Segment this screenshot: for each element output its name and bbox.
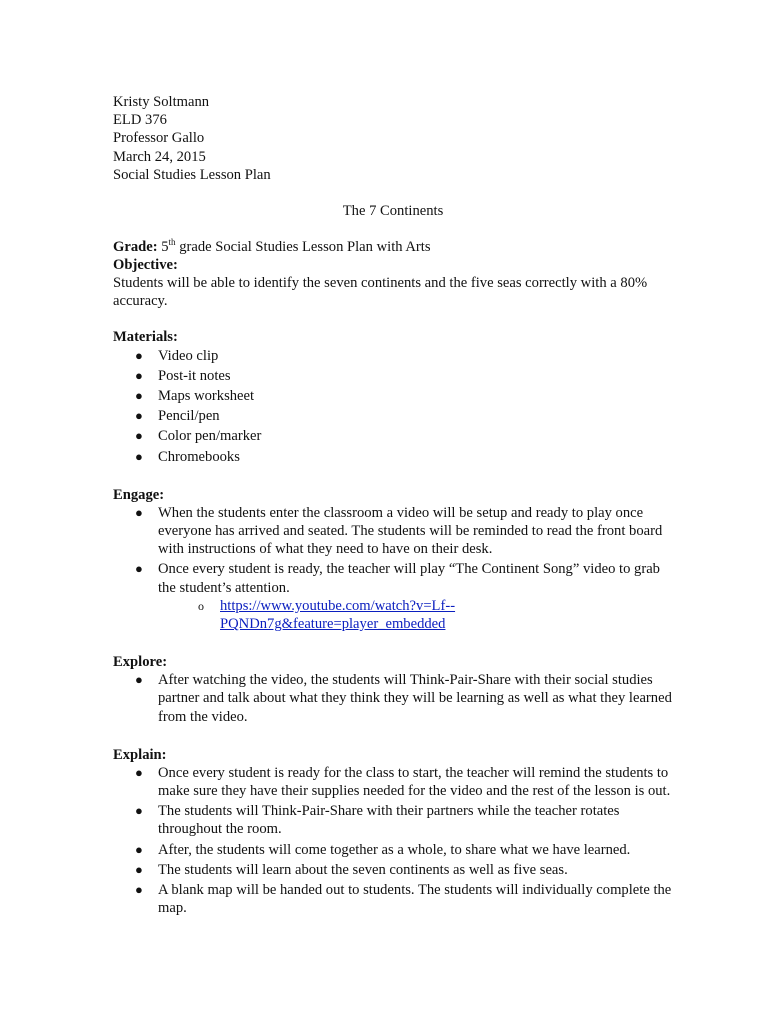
list-item: [113, 387, 673, 405]
list-item: [113, 841, 673, 859]
material-item: Video clip: [158, 347, 219, 364]
document-page: [113, 93, 673, 920]
list-item: [113, 347, 673, 365]
sub-list-item: [158, 597, 673, 633]
engage-list: [113, 504, 673, 633]
list-item: [113, 671, 673, 726]
bullet-icon: ●: [135, 561, 143, 577]
explain-item: The students will learn about the seven continents as well as five seas.: [158, 861, 568, 878]
grade-line: [113, 238, 673, 256]
list-item: [113, 367, 673, 385]
grade-number: 5: [161, 238, 169, 255]
explain-label: Explain:: [113, 746, 167, 763]
material-item: Color pen/marker: [158, 428, 262, 445]
list-item: [113, 802, 673, 838]
document-title: The 7 Continents: [342, 202, 444, 219]
bullet-icon: ●: [135, 672, 143, 688]
explain-item: The students will Think-Pair-Share with their partners while the teacher rotates throughout the room.: [158, 803, 620, 838]
explore-list: [113, 671, 673, 726]
materials-label: Materials:: [113, 329, 178, 346]
list-item: [113, 764, 673, 800]
bullet-icon: ●: [135, 803, 143, 819]
material-item: Pencil/pen: [158, 408, 220, 425]
objective-text: Students will be able to identify the seven continents and the five seas correctly with a 80% accuracy.: [113, 275, 648, 310]
list-item: [113, 504, 673, 559]
bullet-icon: ●: [135, 504, 143, 520]
explain-item: After, the students will come together as a whole, to share what we have learned.: [158, 841, 631, 858]
bullet-icon: ●: [135, 428, 143, 444]
engage-item: When the students enter the classroom a video will be setup and ready to play once everyone has arrived and seated. The students will be reminded to read the front board with instructions of what they need to have on their desk.: [158, 504, 663, 558]
bullet-icon: ●: [135, 347, 143, 363]
sub-bullet-icon: o: [198, 598, 204, 613]
bullet-icon: ●: [135, 841, 143, 857]
professor-name: Professor Gallo: [113, 130, 205, 147]
material-item: Maps worksheet: [158, 388, 255, 405]
author-name: Kristy Soltmann: [113, 94, 210, 110]
course-code: ELD 376: [113, 112, 167, 129]
bullet-icon: ●: [135, 861, 143, 877]
bullet-icon: ●: [135, 448, 143, 464]
list-item: [113, 407, 673, 425]
explore-label: Explore:: [113, 654, 168, 671]
engage-sublist: [158, 597, 673, 633]
video-link[interactable]: https://www.youtube.com/watch?v=Lf--PQNDn7g&feature=player_embedded: [220, 597, 456, 633]
list-item: [113, 427, 673, 445]
list-item: [113, 448, 673, 466]
list-item: [113, 881, 673, 917]
bullet-icon: ●: [135, 408, 143, 424]
grade-label: Grade:: [113, 238, 158, 255]
header-block: [113, 93, 673, 184]
explain-list: [113, 764, 673, 918]
bullet-icon: ●: [135, 367, 143, 383]
material-item: Post-it notes: [158, 367, 231, 384]
explain-item: A blank map will be handed out to students. The students will individually complete the map.: [158, 882, 672, 917]
bullet-icon: ●: [135, 764, 143, 780]
bullet-icon: ●: [135, 388, 143, 404]
document-date: March 24, 2015: [113, 148, 206, 165]
list-item: [113, 861, 673, 879]
materials-list: [113, 347, 673, 466]
explore-item: After watching the video, the students will Think-Pair-Share with their social studies partner and talk about what they think they will be learning as well as what they learned from the video.: [158, 672, 672, 725]
bullet-icon: ●: [135, 882, 143, 898]
engage-item: Once every student is ready, the teacher will play “The Continent Song” video to grab the student’s attention.: [158, 561, 660, 596]
grade-text: grade Social Studies Lesson Plan with Arts: [175, 238, 431, 255]
objective-label: Objective:: [113, 257, 178, 274]
grade-superscript: th: [168, 236, 176, 247]
material-item: Chromebooks: [158, 448, 240, 465]
explain-item: Once every student is ready for the class to start, the teacher will remind the students to make sure they have their supplies needed for the video and the rest of the lesson is out.: [158, 764, 671, 800]
engage-label: Engage:: [113, 486, 165, 503]
document-type: Social Studies Lesson Plan: [113, 166, 271, 183]
list-item: [113, 560, 673, 633]
